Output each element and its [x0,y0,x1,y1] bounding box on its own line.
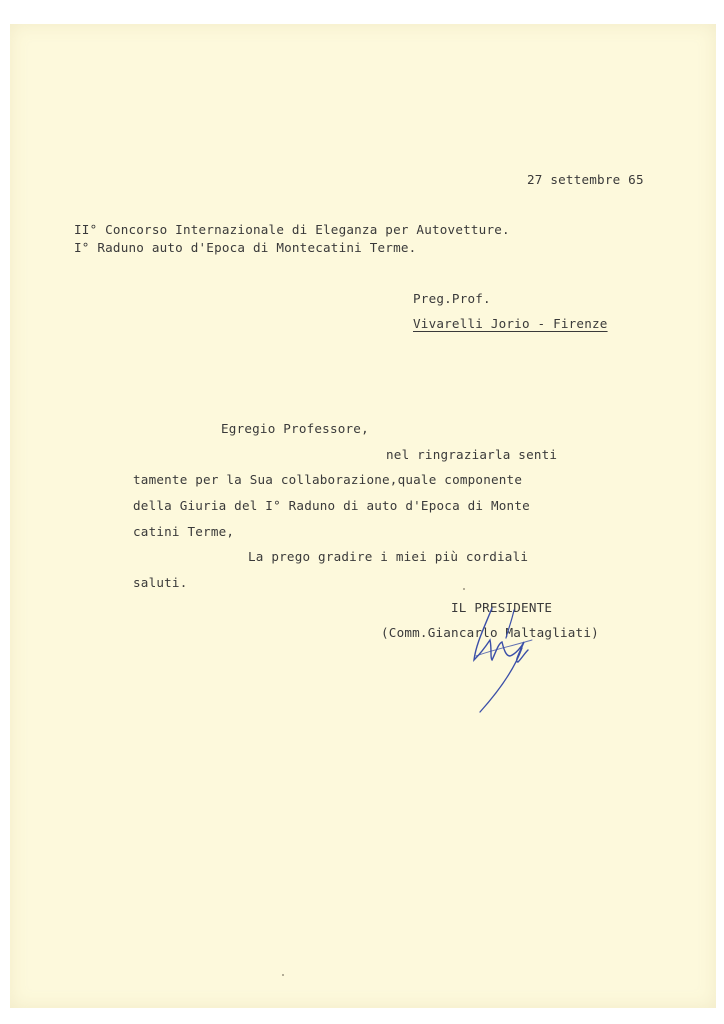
signature-name: (Comm.Giancarlo Maltagliati) [381,625,599,640]
body-line-5: La prego gradire i miei più cordiali [248,549,529,564]
body-line-3: della Giuria del I° Raduno di auto d'Epoca di Monte [133,498,530,513]
body-line-4: catini Terme, [133,524,235,539]
handwritten-signature [462,600,542,720]
body-line-2: tamente per la Sua collaborazione,quale componente [133,472,523,487]
body-line-6: saluti. [133,575,188,590]
recipient-name: Vivarelli Jorio - Firenze [413,316,608,331]
subject-line-2: I° Raduno auto d'Epoca di Montecatini Terme. [74,240,417,255]
letter-date: 27 settembre 65 [527,172,644,187]
paper-speck [282,974,284,976]
subject-line-1: II° Concorso Internazionale di Eleganza per Autovetture. [74,222,510,237]
paper-speck [463,588,465,590]
recipient-title: Preg.Prof. [413,291,491,306]
body-line-1: nel ringraziarla senti [386,447,558,462]
signature-title: IL PRESIDENTE [451,600,553,615]
salutation: Egregio Professore, [221,421,369,436]
